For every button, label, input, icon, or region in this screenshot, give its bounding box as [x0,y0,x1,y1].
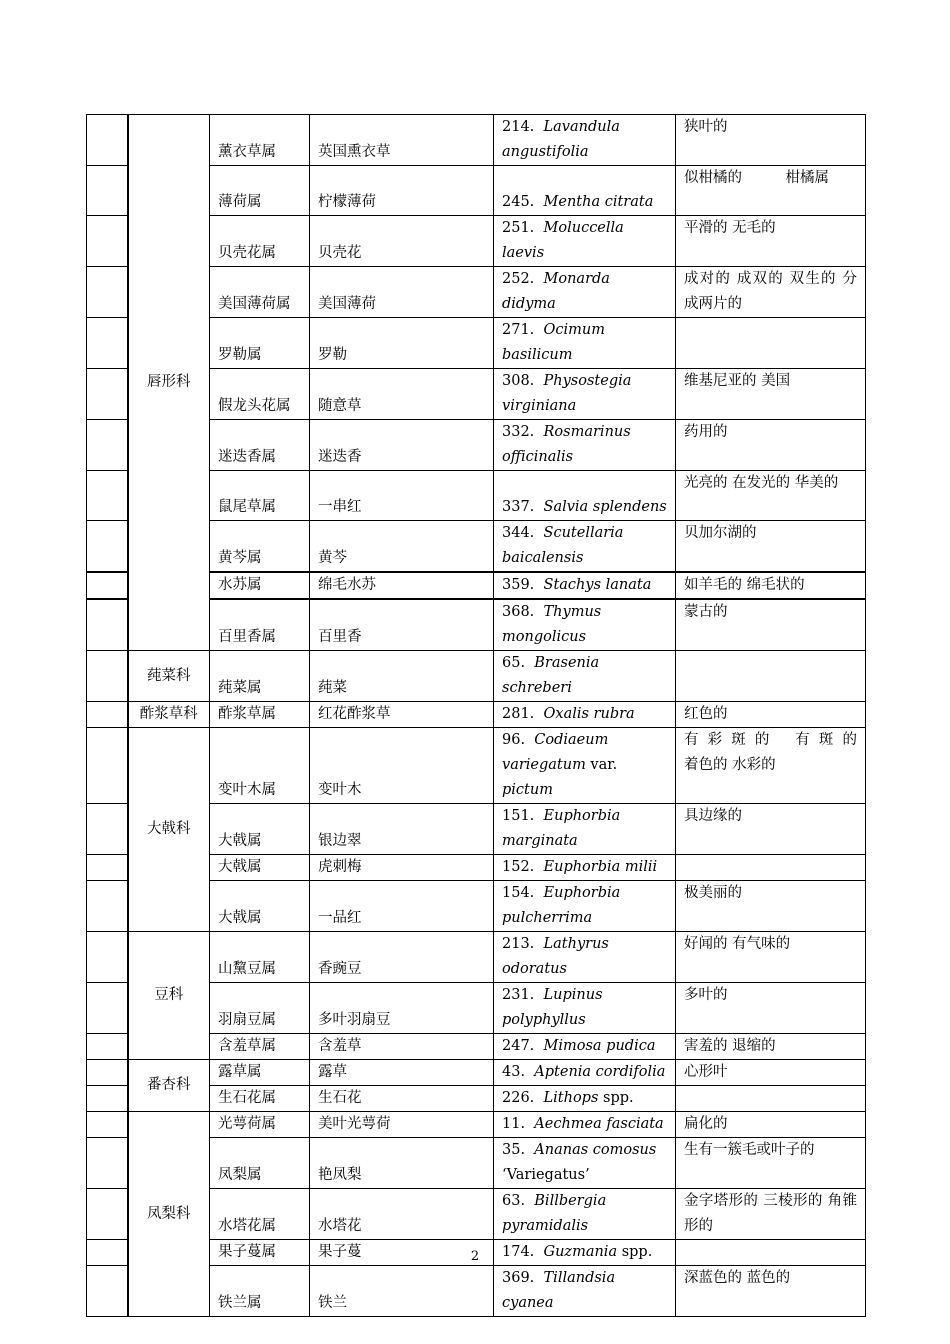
genus-cell: 铁兰属 [210,1266,310,1317]
scientific-name-cell [494,702,676,728]
entry-number: 251. [502,220,535,236]
scientific-name-cell [494,521,676,573]
meaning-cell [676,318,866,369]
entry-number: 252. [502,271,535,287]
meaning-cell: 具边缘的 [676,804,866,855]
entry-number: 63. [502,1193,526,1209]
genus-cell: 罗勒属 [210,318,310,369]
entry-number: 337. [502,499,535,515]
index-cell [87,471,128,521]
scientific-name-cell [494,881,676,932]
genus-cell: 莼菜属 [210,651,310,702]
entry-number: 43. [502,1064,526,1080]
common-name-cell: 一品红 [310,881,494,932]
latin-variety: pictum [502,782,553,798]
scientific-name-cell [494,1060,676,1086]
latin-name: Oxalis rubra [543,706,635,722]
scientific-name-cell [494,728,676,804]
latin-name-suffix: spp. [598,1090,634,1106]
scientific-name-cell [494,369,676,420]
genus-cell: 鼠尾草属 [210,471,310,521]
latin-name: Mentha citrata [543,194,654,210]
scientific-name-cell [494,115,676,166]
index-cell [87,804,128,855]
scientific-name-cell [494,1034,676,1060]
scientific-name-cell [494,855,676,881]
latin-name: Brasenia schreberi [502,655,600,696]
latin-name: Euphorbia pulcherrima [502,885,621,926]
entry-number: 247. [502,1038,535,1054]
index-cell [87,1189,128,1240]
latin-name: Ocimum basilicum [502,322,605,363]
index-cell [87,881,128,932]
scientific-name-cell [494,267,676,318]
scientific-name-cell [494,420,676,471]
latin-name-suffix: ‘Variegatus’ [502,1167,590,1183]
entry-number: 245. [502,194,535,210]
entry-number: 11. [502,1116,526,1132]
meaning-cell: 深蓝色的 蓝色的 [676,1266,866,1317]
entry-number: 359. [502,577,535,593]
latin-name: Monarda didyma [502,271,610,312]
scientific-name-cell [494,166,676,216]
common-name-cell: 一串红 [310,471,494,521]
scientific-name-cell [494,599,676,651]
genus-cell: 大戟属 [210,881,310,932]
page-number: 2 [470,1249,480,1264]
common-name-cell: 绵毛水苏 [310,572,494,599]
genus-cell: 大戟属 [210,804,310,855]
family-cell: 凤梨科 [128,1112,210,1317]
meaning-cell [676,1086,866,1112]
genus-cell: 大戟属 [210,855,310,881]
meaning-cell: 生有一簇毛或叶子的 [676,1138,866,1189]
genus-cell: 果子蔓属 [210,1240,310,1266]
entry-number: 226. [502,1090,535,1106]
latin-name: Lavandula angustifolia [502,119,620,160]
table-row [87,1060,866,1086]
index-cell [87,420,128,471]
latin-name: Lupinus polyphyllus [502,987,603,1028]
common-name-cell: 美叶光萼荷 [310,1112,494,1138]
meaning-cell: 害羞的 退缩的 [676,1034,866,1060]
scientific-name-cell [494,572,676,599]
genus-cell: 百里香属 [210,599,310,651]
scientific-name-cell [494,471,676,521]
genus-cell: 贝壳花属 [210,216,310,267]
entry-number: 332. [502,424,535,440]
common-name-cell: 露草 [310,1060,494,1086]
latin-name: Billbergia pyramidalis [502,1193,607,1234]
meaning-cell: 红色的 [676,702,866,728]
latin-name: Tillandsia cyanea [502,1270,616,1311]
index-cell [87,318,128,369]
latin-name: Codiaeum variegatum [502,732,609,773]
meaning-cell: 蒙古的 [676,599,866,651]
genus-cell: 薰衣草属 [210,115,310,166]
common-name-cell: 百里香 [310,599,494,651]
table-row [87,702,866,728]
table-row [87,115,866,166]
meaning-cell: 贝加尔湖的 [676,521,866,573]
entry-number: 151. [502,808,535,824]
family-cell: 唇形科 [128,115,210,651]
index-cell [87,855,128,881]
genus-cell: 含羞草属 [210,1034,310,1060]
latin-name: Aptenia cordifolia [534,1064,666,1080]
scientific-name-cell [494,1189,676,1240]
genus-cell: 酢浆草属 [210,702,310,728]
latin-name: Lithops [543,1090,599,1106]
common-name-cell: 贝壳花 [310,216,494,267]
entry-number: 174. [502,1244,535,1260]
entry-number: 96. [502,732,526,748]
latin-name: Lathyrus odoratus [502,936,609,977]
common-name-cell: 柠檬薄荷 [310,166,494,216]
index-cell [87,651,128,702]
family-cell: 酢浆草科 [128,702,210,728]
meaning-cell: 似柑橘的 柑橘属 [676,166,866,216]
latin-name: Aechmea fasciata [534,1116,664,1132]
meaning-cell: 多叶的 [676,983,866,1034]
latin-name: Salvia splendens [543,499,667,515]
genus-cell: 水塔花属 [210,1189,310,1240]
entry-number: 369. [502,1270,535,1286]
latin-name: Mimosa pudica [543,1038,656,1054]
genus-cell: 露草属 [210,1060,310,1086]
latin-name: Ananas comosus [534,1142,657,1158]
index-cell [87,267,128,318]
genus-cell: 水苏属 [210,572,310,599]
meaning-cell: 有 彩 斑 的 有 斑 的 着色的 水彩的 [676,728,866,804]
index-cell [87,572,128,599]
scientific-name-cell [494,651,676,702]
entry-number: 152. [502,859,535,875]
entry-number: 344. [502,525,535,541]
genus-cell: 美国薄荷属 [210,267,310,318]
genus-cell: 假龙头花属 [210,369,310,420]
latin-name: Physostegia virginiana [502,373,632,414]
scientific-name-cell [494,932,676,983]
entry-number: 154. [502,885,535,901]
genus-cell: 山黧豆属 [210,932,310,983]
scientific-name-cell [494,1112,676,1138]
scientific-name-cell [494,318,676,369]
meaning-cell [676,855,866,881]
scientific-name-cell [494,983,676,1034]
index-cell [87,983,128,1034]
entry-number: 214. [502,119,535,135]
common-name-cell: 随意草 [310,369,494,420]
family-cell: 大戟科 [128,728,210,932]
common-name-cell: 艳凤梨 [310,1138,494,1189]
genus-cell: 生石花属 [210,1086,310,1112]
genus-cell: 薄荷属 [210,166,310,216]
meaning-cell: 光亮的 在发光的 华美的 [676,471,866,521]
meaning-cell: 好闻的 有气味的 [676,932,866,983]
entry-number: 281. [502,706,535,722]
common-name-cell: 水塔花 [310,1189,494,1240]
index-cell [87,728,128,804]
scientific-name-cell [494,216,676,267]
latin-name: Guzmania [543,1244,618,1260]
common-name-cell: 红花酢浆草 [310,702,494,728]
latin-name-suffix: spp. [617,1244,653,1260]
latin-name: Scutellaria baicalensis [502,525,624,566]
index-cell [87,1138,128,1189]
genus-cell: 变叶木属 [210,728,310,804]
index-cell [87,1086,128,1112]
entry-number: 213. [502,936,535,952]
meaning-cell [676,651,866,702]
index-cell [87,369,128,420]
common-name-cell: 莼菜 [310,651,494,702]
entry-number: 65. [502,655,526,671]
table-row [87,932,866,983]
index-cell [87,599,128,651]
entry-number: 368. [502,604,535,620]
scientific-name-cell [494,804,676,855]
index-cell [87,702,128,728]
common-name-cell: 罗勒 [310,318,494,369]
index-cell [87,521,128,573]
family-cell: 莼菜科 [128,651,210,702]
common-name-cell: 美国薄荷 [310,267,494,318]
meaning-cell: 极美丽的 [676,881,866,932]
meaning-cell: 平滑的 无毛的 [676,216,866,267]
index-cell [87,216,128,267]
meaning-cell: 扁化的 [676,1112,866,1138]
index-cell [87,1266,128,1317]
common-name-cell: 银边翠 [310,804,494,855]
latin-name: Euphorbia milii [543,859,658,875]
table-row [87,651,866,702]
genus-cell: 光萼荷属 [210,1112,310,1138]
family-cell: 番杏科 [128,1060,210,1112]
index-cell [87,166,128,216]
entry-number: 308. [502,373,535,389]
plant-table [86,114,901,1317]
index-cell [87,932,128,983]
genus-cell: 羽扇豆属 [210,983,310,1034]
meaning-cell: 心形叶 [676,1060,866,1086]
common-name-cell: 生石花 [310,1086,494,1112]
common-name-cell: 虎刺梅 [310,855,494,881]
plant-table-body [87,115,901,1317]
meaning-cell: 金字塔形的 三棱形的 角锥形的 [676,1189,866,1240]
index-cell [87,115,128,166]
meaning-cell: 如羊毛的 绵毛状的 [676,572,866,599]
common-name-cell: 黄芩 [310,521,494,573]
common-name-cell: 英国熏衣草 [310,115,494,166]
meaning-cell: 维基尼亚的 美国 [676,369,866,420]
scientific-name-cell [494,1138,676,1189]
scientific-name-cell [494,1266,676,1317]
latin-name: Euphorbia marginata [502,808,621,849]
table-row [87,1112,866,1138]
meaning-cell: 成对的 成双的 双生的 分成两片的 [676,267,866,318]
latin-name: Moluccella laevis [502,220,624,261]
genus-cell: 迷迭香属 [210,420,310,471]
common-name-cell: 变叶木 [310,728,494,804]
meaning-cell: 药用的 [676,420,866,471]
genus-cell: 黄芩属 [210,521,310,573]
family-cell: 豆科 [128,932,210,1060]
common-name-cell: 果子蔓 [310,1240,494,1266]
table-row [87,728,866,804]
common-name-cell: 含羞草 [310,1034,494,1060]
common-name-cell: 多叶羽扇豆 [310,983,494,1034]
latin-name: Stachys lanata [543,577,652,593]
common-name-cell: 迷迭香 [310,420,494,471]
common-name-cell: 香豌豆 [310,932,494,983]
common-name-cell: 铁兰 [310,1266,494,1317]
entry-number: 35. [502,1142,526,1158]
meaning-cell: 狭叶的 [676,115,866,166]
scientific-name-cell [494,1086,676,1112]
genus-cell: 凤梨属 [210,1138,310,1189]
latin-name: Thymus mongolicus [502,604,602,645]
index-cell [87,1112,128,1138]
index-cell [87,1060,128,1086]
entry-number: 231. [502,987,535,1003]
entry-number: 271. [502,322,535,338]
index-cell [87,1034,128,1060]
latin-name-suffix: var. [585,757,618,773]
latin-name: Rosmarinus officinalis [502,424,631,465]
